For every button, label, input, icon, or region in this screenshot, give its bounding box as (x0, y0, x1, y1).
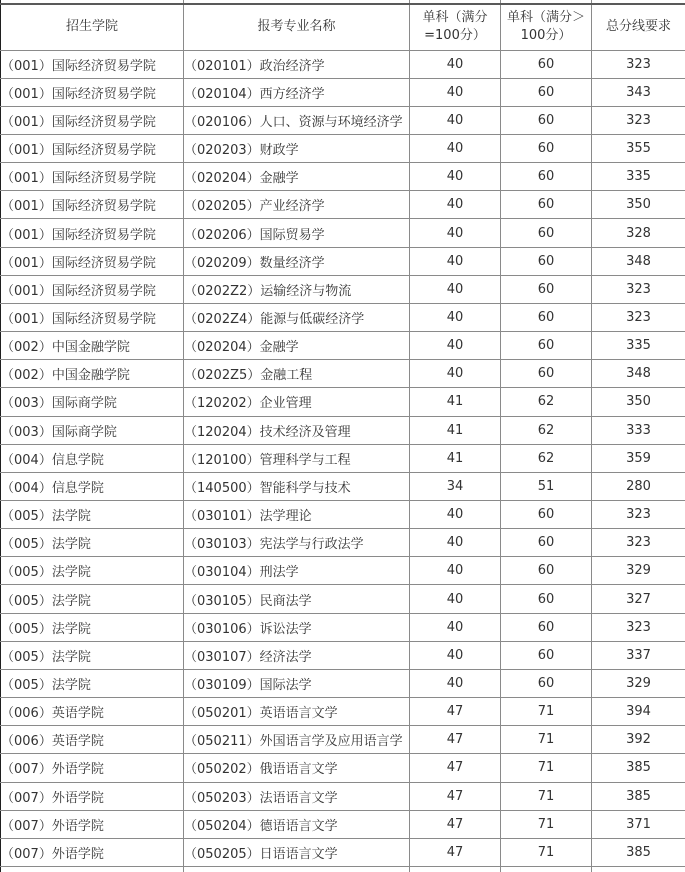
college-cell: （007）外语学院 (1, 810, 184, 838)
single-subject-over100-cell: 60 (501, 557, 592, 585)
major-cell: （020206）国际贸易学 (184, 219, 410, 247)
total-score-line-cell: 343 (592, 78, 685, 106)
table-row (1, 585, 685, 613)
total-score-line-cell: 385 (592, 838, 685, 866)
single-subject-full100-cell: 40 (410, 134, 501, 162)
college-cell: （004）信息学院 (1, 472, 184, 500)
header-college: 招生学院 (1, 4, 184, 50)
college-cell: （002）中国金融学院 (1, 332, 184, 360)
college-cell: （001）国际经济贸易学院 (1, 78, 184, 106)
college-cell: （005）法学院 (1, 613, 184, 641)
table-row (1, 191, 685, 219)
single-subject-full100-cell: 34 (410, 472, 501, 500)
single-subject-over100-cell: 62 (501, 444, 592, 472)
single-subject-full100-cell: 40 (410, 501, 501, 529)
total-score-line-cell: 323 (592, 106, 685, 134)
college-cell: （007）外语学院 (1, 782, 184, 810)
table-row (1, 106, 685, 134)
major-cell: （030107）经济法学 (184, 641, 410, 669)
college-cell: （001）国际经济贸易学院 (1, 275, 184, 303)
single-subject-over100-cell: 60 (501, 303, 592, 331)
major-cell: （050202）俄语语言文学 (184, 754, 410, 782)
table-row (1, 78, 685, 106)
major-cell: （120202）企业管理 (184, 388, 410, 416)
clipped-next-row (1, 867, 685, 872)
header-major-name: 报考专业名称 (184, 4, 410, 50)
single-subject-over100-cell: 60 (501, 332, 592, 360)
table-row (1, 669, 685, 697)
total-score-line-cell: 335 (592, 332, 685, 360)
total-score-line-cell: 350 (592, 388, 685, 416)
table-row (1, 810, 685, 838)
college-cell: （001）国际经济贸易学院 (1, 219, 184, 247)
table-row (1, 360, 685, 388)
single-subject-full100-cell: 40 (410, 191, 501, 219)
total-score-line-cell: 335 (592, 163, 685, 191)
table-row (1, 247, 685, 275)
header-row (1, 4, 685, 50)
table-head (1, 0, 685, 50)
major-cell: （020204）金融学 (184, 163, 410, 191)
table-row (1, 303, 685, 331)
major-cell: （020101）政治经济学 (184, 50, 410, 78)
single-subject-full100-cell: 47 (410, 782, 501, 810)
major-cell: （030104）刑法学 (184, 557, 410, 585)
single-subject-full100-cell: 40 (410, 247, 501, 275)
single-subject-over100-cell: 60 (501, 50, 592, 78)
single-subject-full100-cell: 47 (410, 726, 501, 754)
total-score-line-cell: 392 (592, 726, 685, 754)
table-row (1, 557, 685, 585)
table-row (1, 726, 685, 754)
table-row (1, 472, 685, 500)
total-score-line-cell: 323 (592, 275, 685, 303)
single-subject-over100-cell: 60 (501, 78, 592, 106)
college-cell: （007）外语学院 (1, 838, 184, 866)
total-score-line-cell: 350 (592, 191, 685, 219)
table-row (1, 782, 685, 810)
college-cell: （005）法学院 (1, 669, 184, 697)
single-subject-over100-cell: 60 (501, 360, 592, 388)
single-subject-over100-cell: 62 (501, 416, 592, 444)
major-cell: （120100）管理科学与工程 (184, 444, 410, 472)
major-cell: （020106）人口、资源与环境经济学 (184, 106, 410, 134)
single-subject-over100-cell: 60 (501, 219, 592, 247)
single-subject-over100-cell: 60 (501, 641, 592, 669)
major-cell: （020204）金融学 (184, 332, 410, 360)
total-score-line-cell: 323 (592, 50, 685, 78)
clipped-cell (1, 867, 184, 872)
total-score-line-cell: 329 (592, 557, 685, 585)
single-subject-over100-cell: 62 (501, 388, 592, 416)
college-cell: （005）法学院 (1, 585, 184, 613)
single-subject-over100-cell: 71 (501, 698, 592, 726)
total-score-line-cell: 280 (592, 472, 685, 500)
single-subject-full100-cell: 40 (410, 332, 501, 360)
single-subject-full100-cell: 41 (410, 388, 501, 416)
single-subject-full100-cell: 47 (410, 810, 501, 838)
table-row (1, 501, 685, 529)
table-row (1, 275, 685, 303)
major-cell: （050203）法语语言文学 (184, 782, 410, 810)
single-subject-over100-cell: 71 (501, 810, 592, 838)
single-subject-full100-cell: 47 (410, 754, 501, 782)
major-cell: （030101）法学理论 (184, 501, 410, 529)
single-subject-full100-cell: 40 (410, 163, 501, 191)
college-cell: （005）法学院 (1, 529, 184, 557)
single-subject-full100-cell: 40 (410, 669, 501, 697)
major-cell: （030106）诉讼法学 (184, 613, 410, 641)
clipped-cell (184, 867, 410, 872)
major-cell: （0202Z2）运输经济与物流 (184, 275, 410, 303)
single-subject-over100-cell: 60 (501, 669, 592, 697)
major-cell: （030109）国际法学 (184, 669, 410, 697)
table-row (1, 134, 685, 162)
college-cell: （001）国际经济贸易学院 (1, 50, 184, 78)
single-subject-full100-cell: 40 (410, 78, 501, 106)
total-score-line-cell: 355 (592, 134, 685, 162)
total-score-line-cell: 359 (592, 444, 685, 472)
college-cell: （001）国际经济贸易学院 (1, 303, 184, 331)
table-body (1, 50, 685, 867)
college-cell: （002）中国金融学院 (1, 360, 184, 388)
college-cell: （004）信息学院 (1, 444, 184, 472)
single-subject-full100-cell: 40 (410, 303, 501, 331)
total-score-line-cell: 329 (592, 669, 685, 697)
single-subject-full100-cell: 40 (410, 529, 501, 557)
table-row (1, 332, 685, 360)
single-subject-full100-cell: 47 (410, 838, 501, 866)
total-score-line-cell: 394 (592, 698, 685, 726)
table-row (1, 613, 685, 641)
college-cell: （006）英语学院 (1, 698, 184, 726)
single-subject-full100-cell: 40 (410, 641, 501, 669)
single-subject-over100-cell: 60 (501, 585, 592, 613)
single-subject-full100-cell: 41 (410, 444, 501, 472)
single-subject-full100-cell: 40 (410, 585, 501, 613)
clipped-cell (501, 867, 592, 872)
single-subject-over100-cell: 71 (501, 838, 592, 866)
single-subject-full100-cell: 40 (410, 613, 501, 641)
major-cell: （020205）产业经济学 (184, 191, 410, 219)
table-row (1, 754, 685, 782)
single-subject-over100-cell: 60 (501, 247, 592, 275)
table-row (1, 163, 685, 191)
table-row (1, 698, 685, 726)
college-cell: （001）国际经济贸易学院 (1, 106, 184, 134)
single-subject-full100-cell: 47 (410, 698, 501, 726)
major-cell: （050201）英语语言文学 (184, 698, 410, 726)
single-subject-full100-cell: 40 (410, 275, 501, 303)
major-cell: （030105）民商法学 (184, 585, 410, 613)
college-cell: （001）国际经济贸易学院 (1, 163, 184, 191)
college-cell: （001）国际经济贸易学院 (1, 191, 184, 219)
single-subject-over100-cell: 60 (501, 613, 592, 641)
single-subject-over100-cell: 71 (501, 754, 592, 782)
major-cell: （020104）西方经济学 (184, 78, 410, 106)
major-cell: （020203）财政学 (184, 134, 410, 162)
total-score-line-cell: 323 (592, 501, 685, 529)
college-cell: （007）外语学院 (1, 754, 184, 782)
clipped-cell (410, 867, 501, 872)
college-cell: （001）国际经济贸易学院 (1, 247, 184, 275)
table-row (1, 219, 685, 247)
total-score-line-cell: 328 (592, 219, 685, 247)
table-row (1, 529, 685, 557)
table-row (1, 444, 685, 472)
single-subject-over100-cell: 60 (501, 275, 592, 303)
major-cell: （050204）德语语言文学 (184, 810, 410, 838)
major-cell: （0202Z4）能源与低碳经济学 (184, 303, 410, 331)
total-score-line-cell: 348 (592, 247, 685, 275)
single-subject-over100-cell: 60 (501, 191, 592, 219)
major-cell: （030103）宪法学与行政法学 (184, 529, 410, 557)
total-score-line-cell: 323 (592, 613, 685, 641)
header-total-score-line: 总分线要求 (592, 4, 685, 50)
table-row (1, 416, 685, 444)
total-score-line-cell: 348 (592, 360, 685, 388)
table-row (1, 838, 685, 866)
single-subject-over100-cell: 71 (501, 726, 592, 754)
table-foot-clip (1, 867, 685, 872)
table-row (1, 50, 685, 78)
college-cell: （006）英语学院 (1, 726, 184, 754)
single-subject-full100-cell: 40 (410, 360, 501, 388)
table-row (1, 388, 685, 416)
total-score-line-cell: 385 (592, 754, 685, 782)
table-row (1, 641, 685, 669)
single-subject-full100-cell: 40 (410, 50, 501, 78)
college-cell: （003）国际商学院 (1, 416, 184, 444)
single-subject-over100-cell: 51 (501, 472, 592, 500)
single-subject-full100-cell: 40 (410, 219, 501, 247)
single-subject-over100-cell: 60 (501, 529, 592, 557)
total-score-line-cell: 385 (592, 782, 685, 810)
major-cell: （050211）外国语言学及应用语言学 (184, 726, 410, 754)
single-subject-over100-cell: 60 (501, 501, 592, 529)
single-subject-over100-cell: 60 (501, 163, 592, 191)
single-subject-over100-cell: 71 (501, 782, 592, 810)
total-score-line-cell: 337 (592, 641, 685, 669)
major-cell: （140500）智能科学与技术 (184, 472, 410, 500)
college-cell: （001）国际经济贸易学院 (1, 134, 184, 162)
total-score-line-cell: 323 (592, 303, 685, 331)
single-subject-full100-cell: 41 (410, 416, 501, 444)
total-score-line-cell: 323 (592, 529, 685, 557)
header-single-subject-full100: 单科（满分=100分） (410, 4, 501, 50)
college-cell: （005）法学院 (1, 641, 184, 669)
major-cell: （0202Z5）金融工程 (184, 360, 410, 388)
major-cell: （120204）技术经济及管理 (184, 416, 410, 444)
single-subject-full100-cell: 40 (410, 106, 501, 134)
total-score-line-cell: 327 (592, 585, 685, 613)
major-cell: （050205）日语语言文学 (184, 838, 410, 866)
single-subject-full100-cell: 40 (410, 557, 501, 585)
total-score-line-cell: 371 (592, 810, 685, 838)
single-subject-over100-cell: 60 (501, 106, 592, 134)
college-cell: （005）法学院 (1, 557, 184, 585)
college-cell: （003）国际商学院 (1, 388, 184, 416)
total-score-line-cell: 333 (592, 416, 685, 444)
header-single-subject-over100: 单科（满分＞100分） (501, 4, 592, 50)
major-cell: （020209）数量经济学 (184, 247, 410, 275)
clipped-cell (592, 867, 685, 872)
single-subject-over100-cell: 60 (501, 134, 592, 162)
college-cell: （005）法学院 (1, 501, 184, 529)
